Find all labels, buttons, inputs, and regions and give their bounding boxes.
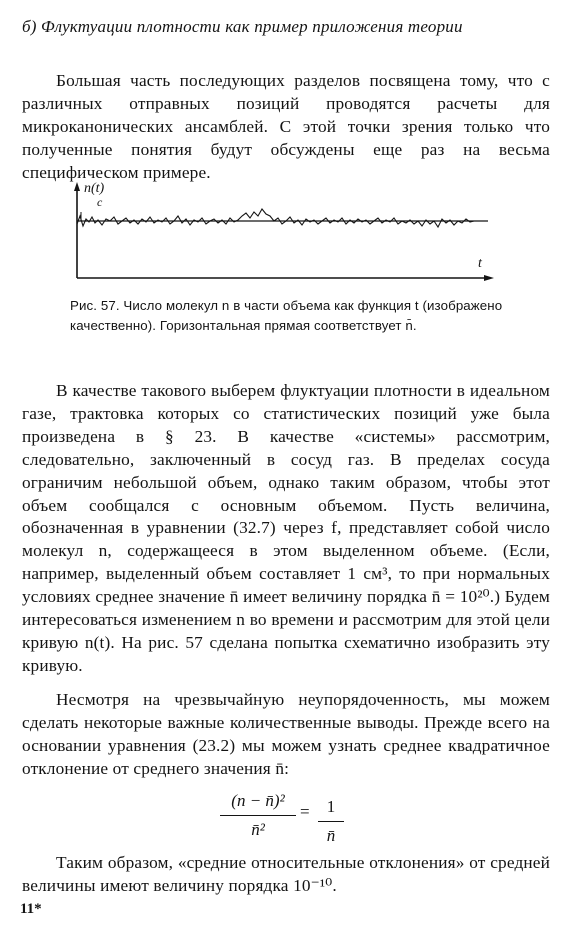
equals-sign: = [300,802,310,821]
y-axis-label: n(t) [84,181,105,196]
paragraph-intro: Большая часть последующих разделов посвящена тому, что с различных отправных позиций проводятся расчеты для микроканонических ансамблей. С этой точки зрения только что полученные понятия будут обсуждены еще раз на весьма специфическом примере. [22,71,550,182]
figure-57 [70,180,510,290]
page-number: 11* [20,901,42,917]
paragraph-conclusion: Таким образом, «средние относительные отклонения» от средней величины имеют величину порядка 10⁻¹⁰. [22,853,550,895]
figure-caption: Рис. 57. Число молекул n в части объема как функция t (изображено качественно). Горизонтальная прямая соответствует n̄. [70,298,503,333]
section-heading: б) Флуктуации плотности как пример приложения теории [22,17,463,36]
x-axis-arrow [484,275,494,281]
formula-lhs-fraction [220,788,296,843]
fluctuation-plot [70,180,510,290]
formula [220,788,380,850]
fraction-bar [220,815,296,816]
formula-rhs-denominator: n̄ [326,826,336,845]
n-of-t-curve [77,209,480,227]
x-axis-label: t [478,256,482,271]
y-axis-arrow [74,182,80,191]
formula-rhs-fraction [318,794,344,849]
formula-lhs-numerator: (n − n̄)² [231,791,285,810]
formula-lhs-denominator: n̄² [251,820,265,839]
formula-rhs-numerator: 1 [326,797,336,816]
paragraph-density-fluctuations: В качестве такового выберем флуктуации плотности в идеальном газе, трактовка которых со статистических позиций уже была произведена в § 23. В качестве «системы» рассмотрим, следовательно, заключенный в сосуд газ. В пределах сосуда ограничим небольшой объем, однако таким образом, чтобы этот объем сообщался с основным объемом. Пусть величина, обозначенная в уравнении (32.7) через f, представляет собой число молекул n, содержащееся в этом выделенном объеме. (Если, например, выделенный объем составляет 1 см³, то при нормальных условиях среднее значение n̄ имеет величину порядка n̄ = 10²⁰.) Будем интересоваться изменением n во времени и рассмотрим для этой цели кривую n(t). На рис. 57 сделана попытка схематично изобразить эту кривую. [22,381,550,675]
c-label: c [97,195,103,209]
fraction-bar [318,821,344,822]
paragraph-quantitative: Несмотря на чрезвычайную неупорядоченность, мы можем сделать некоторые важные количественные выводы. Прежде всего на основании уравнения (23.2) мы можем узнать среднее квадратичное отклонение от среднего значения n̄: [22,690,550,778]
